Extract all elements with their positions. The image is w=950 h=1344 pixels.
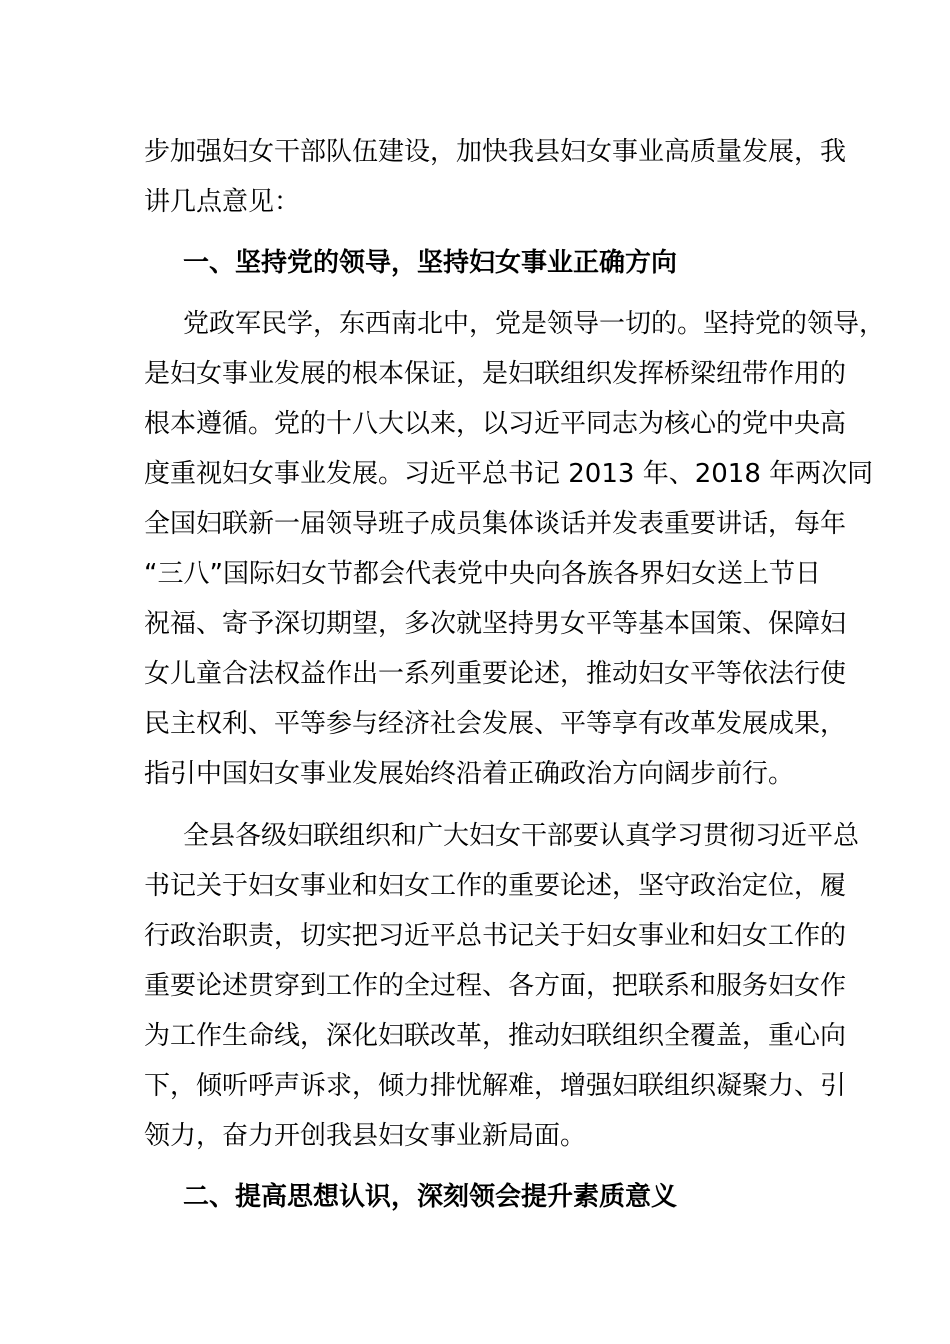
paragraph-line: 书记关于妇女事业和妇女工作的重要论述，坚守政治定位，履 xyxy=(144,871,847,901)
paragraph-line: 行政治职责，切实把习近平总书记关于妇女事业和妇女工作的 xyxy=(144,921,847,951)
paragraph-line: 民主权利、平等参与经济社会发展、平等享有改革发展成果， xyxy=(144,709,847,739)
paragraph-line: 根本遵循。党的十八大以来，以习近平同志为核心的党中央高 xyxy=(144,409,847,439)
paragraph-line: 下，倾听呼声诉求，倾力排忧解难，增强妇联组织凝聚力、引 xyxy=(144,1071,847,1101)
paragraph-line: 步加强妇女干部队伍建设，加快我县妇女事业高质量发展，我 xyxy=(144,137,847,167)
paragraph-line: “三八”国际妇女节都会代表党中央向各族各界妇女送上节日 xyxy=(144,559,821,589)
paragraph-line: 是妇女事业发展的根本保证，是妇联组织发挥桥梁纽带作用的 xyxy=(144,359,847,389)
paragraph-line: 讲几点意见： xyxy=(144,187,301,217)
paragraph-line: 领力，奋力开创我县妇女事业新局面。 xyxy=(144,1121,587,1151)
paragraph-line: 全国妇联新一届领导班子成员集体谈话并发表重要讲话，每年 xyxy=(144,509,847,539)
paragraph-line: 指引中国妇女事业发展始终沿着正确政治方向阔步前行。 xyxy=(144,759,795,789)
paragraph-line: 党政军民学，东西南北中，党是领导一切的。坚持党的领导， xyxy=(183,309,886,339)
paragraph-line: 祝福、寄予深切期望，多次就坚持男女平等基本国策、保障妇 xyxy=(144,609,847,639)
section-heading-1: 一、坚持党的领导，坚持妇女事业正确方向 xyxy=(183,248,678,278)
paragraph-line: 女儿童合法权益作出一系列重要论述，推动妇女平等依法行使 xyxy=(144,659,847,689)
section-heading-2: 二、提高思想认识，深刻领会提升素质意义 xyxy=(183,1182,678,1212)
paragraph-line: 全县各级妇联组织和广大妇女干部要认真学习贯彻习近平总 xyxy=(183,821,860,851)
paragraph-line: 为工作生命线，深化妇联改革，推动妇联组织全覆盖，重心向 xyxy=(144,1021,847,1051)
paragraph-line: 重要论述贯穿到工作的全过程、各方面，把联系和服务妇女作 xyxy=(144,971,847,1001)
paragraph-line: 度重视妇女事业发展。习近平总书记 2013 年、2018 年两次同 xyxy=(144,459,874,489)
